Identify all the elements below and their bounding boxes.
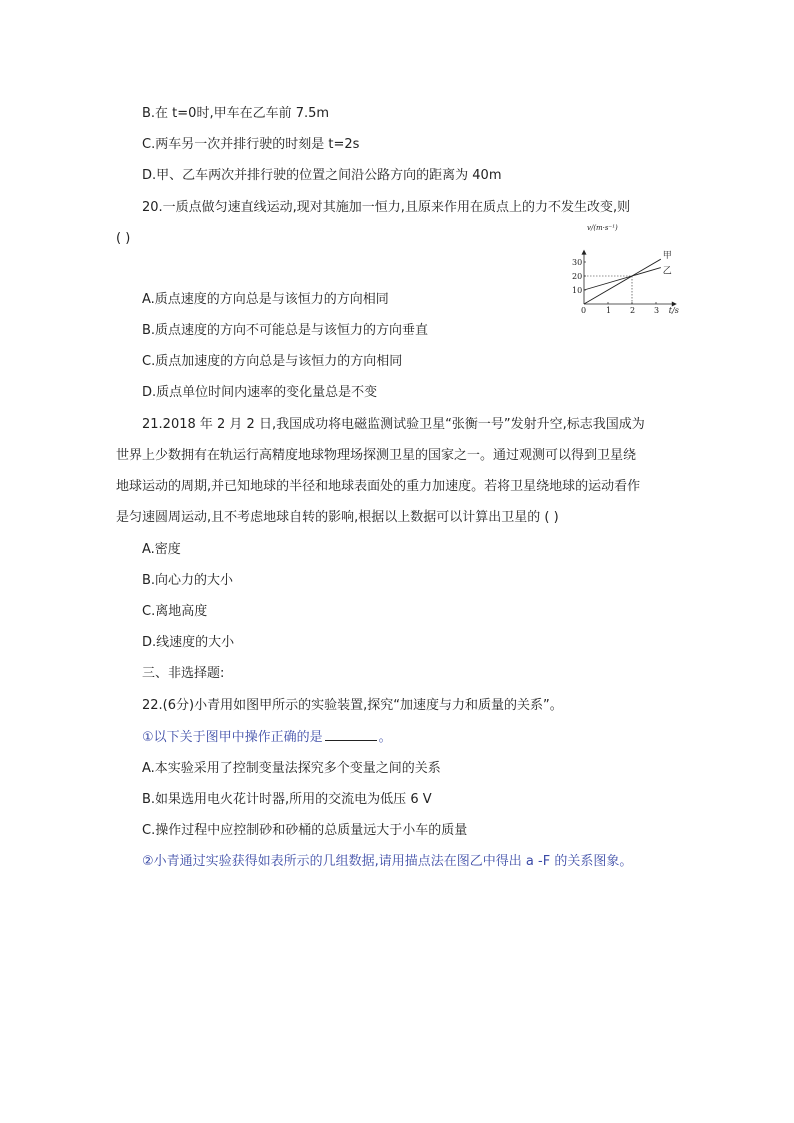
- q19-option-b: B.在 t=0时,甲车在乙车前 7.5m: [142, 106, 330, 121]
- y-tick-label: 30: [572, 258, 583, 267]
- velocity-time-chart: [568, 222, 694, 314]
- q20-option-d: D.质点单位时间内速率的变化量总是不变: [142, 385, 378, 400]
- section-heading-non-choice: 三、非选择题:: [142, 666, 225, 681]
- q21-option-c: C.离地高度: [142, 604, 208, 619]
- q20-stem: 20.一质点做匀速直线运动,现对其施加一恒力,且原来作用在质点上的力不发生改变,则: [142, 200, 631, 215]
- q20-option-a: A.质点速度的方向总是与该恒力的方向相同: [142, 292, 389, 307]
- y-axis-label: v/(m·s⁻¹): [587, 224, 618, 232]
- q22-option-a: A.本实验采用了控制变量法探究多个变量之间的关系: [142, 761, 441, 776]
- y-tick-label: 10: [572, 286, 583, 295]
- x-axis-label: t/s: [668, 306, 679, 314]
- q21-option-a: A.密度: [142, 542, 181, 557]
- q21-stem-line-1: 21.2018 年 2 月 2 日,我国成功将电磁监测试验卫星“张衡一号”发射升空,标志我国成为: [142, 417, 645, 432]
- q20-option-c: C.质点加速度的方向总是与该恒力的方向相同: [142, 354, 403, 369]
- q22-option-c: C.操作过程中应控制砂和砂桶的总质量远大于小车的质量: [142, 823, 468, 838]
- q19-option-c: C.两车另一次并排行驶的时刻是 t=2s: [142, 137, 360, 152]
- q21-stem-line-2: 世界上少数拥有在轨运行高精度地球物理场探测卫星的国家之一。通过观测可以得到卫星绕: [116, 448, 637, 463]
- q22-option-b: B.如果选用电火花计时器,所用的交流电为低压 6 V: [142, 792, 432, 807]
- q21-stem-line-4: 是匀速圆周运动,且不考虑地球自转的影响,根据以上数据可以计算出卫星的 ( ): [116, 510, 559, 525]
- q20-answer-paren: ( ): [116, 231, 131, 246]
- answer-blank[interactable]: [325, 728, 377, 741]
- y-axis-arrow: [582, 250, 587, 255]
- series-label: 甲: [662, 251, 672, 262]
- q20-option-b: B.质点速度的方向不可能总是与该恒力的方向垂直: [142, 323, 429, 338]
- series-line: [584, 259, 661, 304]
- q22-sub-question-2: ②小青通过实验获得如表所示的几组数据,请用描点法在图乙中得出 a -F 的关系图象。: [142, 854, 633, 869]
- x-tick-label: 3: [654, 306, 660, 314]
- x-tick-label: 1: [606, 306, 612, 314]
- q22-sub1-text: ①以下关于图甲中操作正确的是: [142, 730, 323, 745]
- q22-stem: 22.(6分)小青用如图甲所示的实验装置,探究“加速度与力和质量的关系”。: [142, 698, 563, 713]
- q21-stem-line-3: 地球运动的周期,并已知地球的半径和地球表面处的重力加速度。若将卫星绕地球的运动看作: [116, 479, 641, 494]
- q19-option-d: D.甲、乙车两次并排行驶的位置之间沿公路方向的距离为 40m: [142, 168, 502, 183]
- x-tick-label: 0: [581, 306, 587, 314]
- q22-sub1-end: 。: [378, 730, 392, 745]
- q21-option-b: B.向心力的大小: [142, 573, 234, 588]
- q21-option-d: D.线速度的大小: [142, 635, 235, 650]
- y-tick-label: 20: [572, 272, 583, 281]
- x-tick-label: 2: [630, 306, 636, 314]
- series-label: 乙: [662, 266, 672, 277]
- series-line: [584, 268, 661, 290]
- q22-sub-question-1: [142, 728, 392, 747]
